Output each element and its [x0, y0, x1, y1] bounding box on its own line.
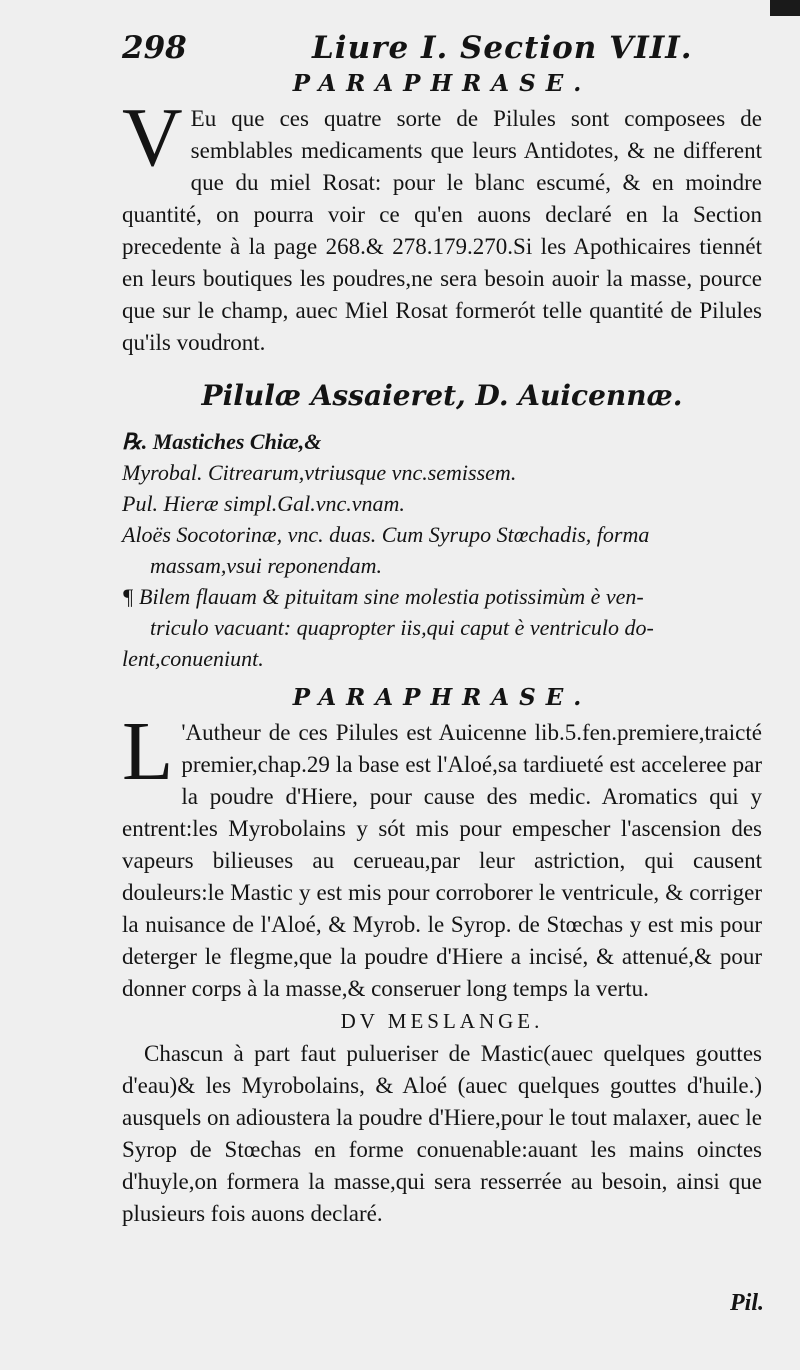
running-head: Liure I. Section VIII.: [312, 30, 693, 66]
paragraph-meslange: Chascun à part faut pulueriser de Mastic(auec quelques gouttes d'eau)& les Myrobolains, & Aloé (auec quelques gouttes d'huile.) ausquels on adioustera la poudre d'Hiere,pour le tout malaxer, auec le Syrop de Stœchas en forme conuenable:auant les mains oinctes d'huyle,on formera la masse,qui sera resserrée au besoin, ainsi que plusieurs fois auons declaré.: [122, 1041, 762, 1226]
recipe-block: [122, 426, 762, 674]
recipe-line: massam,vsui reponendam.: [150, 553, 382, 578]
paragraph-text: 'Autheur de ces Pilules est Auicenne lib.5.fen.premiere,traicté premier,chap.29 la base est l'Aloé,sa tardiueté est acceleree par la poudre d'Hiere, pour cause des medic. Aromatics qui y entrent:les Myrobolains y sót mis pour empescher l'ascension des vapeurs bilieuses au cerueau,par leur astriction, qui causent douleurs:le Mastic y est mis pour corroborer le ventricule, & corriger la nuisance de l'Aloé, & Myrob. le Syrop. de Stœchas y est mis pour deterger le flegme,que la poudre d'Hiere a incisé, & attenué,& pour donner corps à la masse,& conseruer long temps la vertu.: [122, 720, 762, 1001]
page-number: 298: [122, 30, 187, 66]
recipe-line: lent,conueniunt.: [122, 646, 264, 671]
section-heading-paraphrase-1: PARAPHRASE.: [292, 70, 592, 97]
paragraph-text: Eu que ces quatre sorte de Pilules sont composees de semblables medicaments que leurs Antidotes, & ne different que du miel Rosat: pour le blanc escumé, & en moindre quantité, on pourra voir ce qu'en auons declaré en la Section precedente à la page 268.& 278.179.270.Si les Apothicaires tiennét en leurs boutiques les poudres,ne sera besoin auoir la masse, pource que sur le champ, auec Miel Rosat formerót telle quantité de Pilules qu'ils voudront.: [122, 106, 762, 355]
section-heading-meslange: DV MESLANGE.: [340, 1009, 544, 1033]
recipe-line: Pul. Hieræ simpl.Gal.vnc.vnam.: [122, 491, 405, 516]
recipe-title: Pilulæ Assaieret, D. Auicennæ.: [201, 379, 683, 412]
drop-cap: V: [122, 91, 183, 184]
recipe-line: ¶ Bilem flauam & pituitam sine molestia potissimùm è ven-: [122, 584, 644, 609]
paragraph-paraphrase-2: [122, 705, 762, 1005]
paragraph-paraphrase-1: [122, 91, 762, 359]
recipe-line: Myrobal. Citrearum,vtriusque vnc.semissem.: [122, 460, 517, 485]
recipe-line: triculo vacuant: quapropter iis,qui caput è ventriculo do-: [150, 615, 654, 640]
drop-cap: L: [122, 705, 174, 798]
page-header: [122, 30, 762, 70]
section-heading-paraphrase-2: PARAPHRASE.: [292, 684, 592, 711]
page-content: [122, 30, 762, 1230]
catchword: Pil.: [730, 1290, 764, 1316]
recipe-line: ℞. Mastiches Chiæ,&: [122, 429, 322, 454]
scan-edge: [770, 0, 800, 16]
recipe-line: Aloës Socotorinæ, vnc. duas. Cum Syrupo Stœchadis, forma: [122, 522, 650, 547]
